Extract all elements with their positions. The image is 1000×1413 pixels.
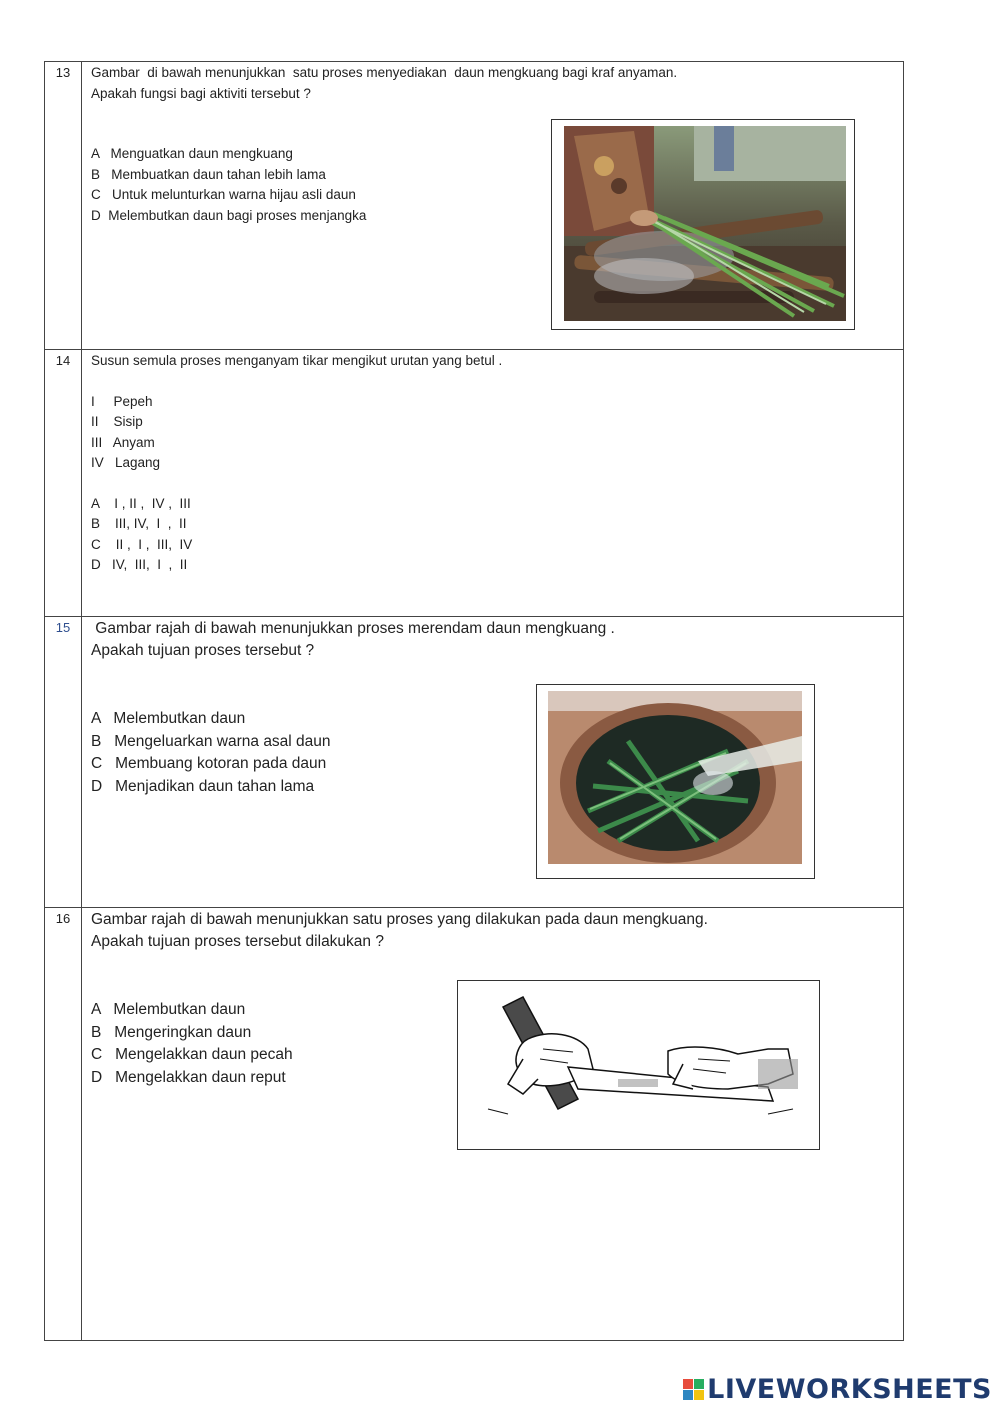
option-c[interactable]: C Membuang kotoran pada daun <box>91 755 327 772</box>
hand-illustration-frame <box>457 980 820 1150</box>
question-row-14 <box>45 350 903 617</box>
option-d[interactable]: D Melembutkan daun bagi proses menjangka <box>91 207 367 223</box>
question-number: 14 <box>45 350 82 616</box>
option-a[interactable]: A Melembutkan daun <box>91 710 246 727</box>
option-c[interactable]: C Untuk melunturkan warna hijau asli daun <box>91 187 356 202</box>
option-b[interactable]: B Mengeluarkan warna asal daun <box>91 732 331 750</box>
option-d[interactable]: D IV, III, I , II <box>91 557 188 572</box>
option-b[interactable]: B Membuatkan daun tahan lebih lama <box>91 166 326 182</box>
option-a[interactable]: A Menguatkan daun mengkuang <box>91 146 293 161</box>
liveworksheets-logo <box>683 1374 992 1405</box>
smoking-leaves-photo-frame <box>551 119 855 330</box>
question-text: Gambar rajah di bawah menunjukkan satu proses yang dilakukan pada daun mengkuang. <box>91 911 708 928</box>
option-c[interactable]: C Mengelakkan daun pecah <box>91 1046 293 1063</box>
hands-stripping-leaf-illustration <box>468 989 808 1141</box>
question-row-15 <box>45 617 903 908</box>
soaking-leaves-photo <box>548 691 802 864</box>
question-text: Apakah fungsi bagi aktiviti tersebut ? <box>91 85 311 101</box>
brand-name: LIVEWORKSHEETS <box>707 1374 992 1405</box>
option-b[interactable]: B III, IV, I , II <box>91 516 187 531</box>
option-b[interactable]: B Mengeringkan daun <box>91 1023 252 1041</box>
option-d[interactable]: D Menjadikan daun tahan lama <box>91 777 315 795</box>
process-item-4: IV Lagang <box>91 455 161 470</box>
process-item-2: II Sisip <box>91 414 143 429</box>
process-item-1: I Pepeh <box>91 393 153 409</box>
option-a[interactable]: A I , II , IV , III <box>91 495 191 511</box>
question-row-16 <box>45 908 903 1340</box>
option-c[interactable]: C II , I , III, IV <box>91 536 193 552</box>
smoking-leaves-photo <box>564 126 846 321</box>
question-text: Gambar di bawah menunjukkan satu proses menyediakan daun mengkuang bagi kraf anyaman. <box>91 65 678 80</box>
soaking-leaves-photo-frame <box>536 684 815 879</box>
question-text: Apakah tujuan proses tersebut ? <box>91 642 315 659</box>
question-table <box>44 61 904 1341</box>
option-a[interactable]: A Melembutkan daun <box>91 1001 246 1018</box>
question-number: 13 <box>45 62 82 349</box>
question-row-13 <box>45 62 903 350</box>
question-text: Gambar rajah di bawah menunjukkan proses merendam daun mengkuang . <box>91 620 615 637</box>
process-item-3: III Anyam <box>91 434 155 450</box>
question-number: 15 <box>45 617 82 907</box>
liveworksheets-logo-icon <box>683 1379 704 1400</box>
question-text: Susun semula proses menganyam tikar mengikut urutan yang betul . <box>91 353 503 368</box>
question-number: 16 <box>45 908 82 1340</box>
option-d[interactable]: D Mengelakkan daun reput <box>91 1068 286 1086</box>
question-text: Apakah tujuan proses tersebut dilakukan ? <box>91 933 384 950</box>
